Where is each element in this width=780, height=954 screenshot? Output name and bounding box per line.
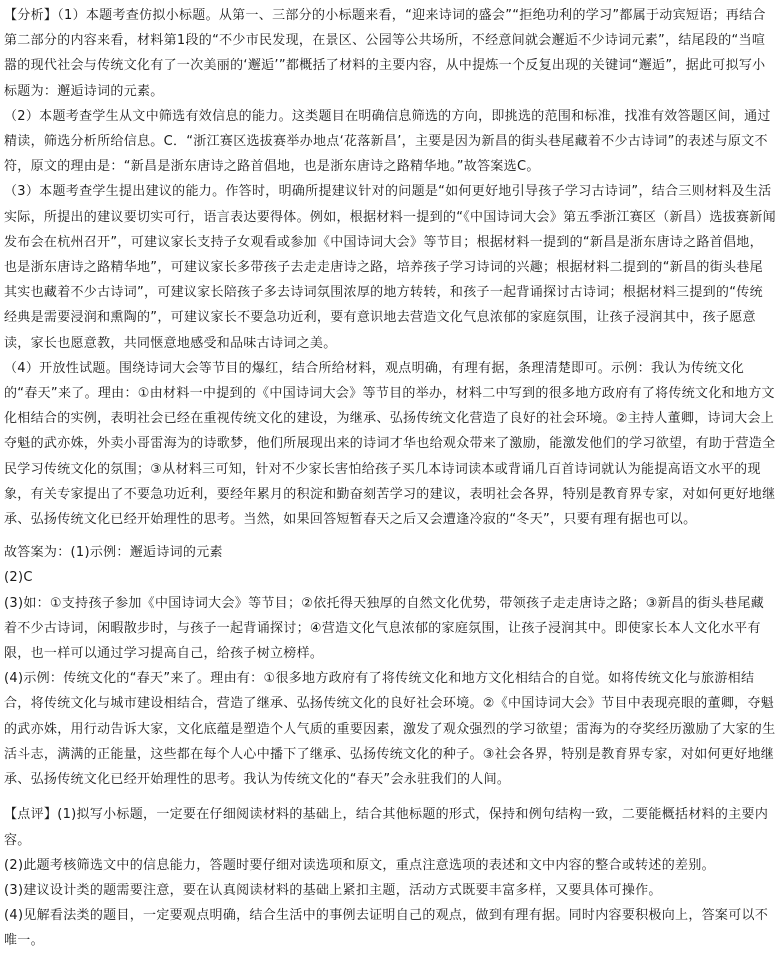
review-item-2: (2)此题考核筛选文中的信息能力，答题时要仔细对读选项和原文，重点注意选项的表述和文中内容的整合或转述的差别。: [4, 857, 715, 873]
analysis-item-2: （2）本题考查学生从文中筛选有效信息的能力。这类题目在明确信息筛选的方向，即挑选的范围和标准，找准有效答题区间，通过精读，筛选分析所给信息。C．“浙江赛区选拔赛举办地点‘花落新昌’，主要是因为新昌的街头巷尾藏着不少古诗词”的表述与原文不符，原文的理由是：“新昌是浙东唐诗之路首倡地，也是浙东唐诗之路精华地。”故答案选C。: [4, 108, 771, 175]
answers-section: [4, 540, 776, 792]
review-item-1: 【点评】(1)拟写小标题，一定要在仔细阅读材料的基础上，结合其他标题的形式，保持和例句结构一致，二要能概括材料的主要内容。: [4, 807, 769, 848]
review-section: [4, 802, 776, 953]
analysis-item-3: （3）本题考查学生提出建议的能力。作答时，明确所提建议针对的问题是“如何更好地引导孩子学习古诗词”，结合三则材料及生活实际，所提出的建议要切实可行，语言表达要得体。例如，根据材料一提到的“《中国诗词大会》第五季浙江赛区（新昌）选拔赛新闻发布会在杭州召开”，可建议家长支持子女观看或参加《中国诗词大会》等节目；根据材料一提到的“新昌是浙东唐诗之路首倡地，也是浙东唐诗之路精华地”，可建议家长多带孩子去走走唐诗之路，培养孩子学习诗词的兴趣；根据材料二提到的“新昌的街头巷尾其实也藏着不少古诗词”，可建议家长陪孩子多去诗词氛围浓厚的地方转转，和孩子一起背诵探讨古诗词；根据材料三提到的“传统经典是需要浸润和熏陶的”，可建议家长不要急功近利，要有意识地去营造文化气息浓郁的家庭氛围，让孩子浸润其中，孩子愿意读，家长也愿意教，共同惬意地感受和品味古诗词之美。: [4, 184, 776, 351]
review-item-4: (4)见解看法类的题目，一定要观点明确，结合生活中的事例去证明自己的观点，做到有理有据。同时内容要积极向上，答案可以不唯一。: [4, 908, 769, 949]
answer-heading: 故答案为：(1)示例：邂逅诗词的元素: [4, 545, 223, 561]
analysis-item-4: （4）开放性试题。围绕诗词大会等节目的爆红，结合所给材料，观点明确，有理有据，条理清楚即可。示例：我认为传统文化的“春天”来了。理由：①由材料一中提到的《中国诗词大会》等节目的举办，材料二中写到的很多地方政府有了将传统文化和地方文化相结合的实例，表明社会已经在重视传统文化的建设，为继承、弘扬传统文化营造了良好的社会环境。②主持人董卿，诗词大会上夺魁的武亦姝，外卖小哥雷海为的诗歌梦，他们所展现出来的诗词才华也给观众带来了激励，能激发他们的学习欲望，有助于营造全民学习传统文化的氛围；③从材料三可知，针对不少家长害怕给孩子买几本诗词读本或背诵几百首诗词就认为能提高语文水平的现象，有关专家提出了不要急功近利，要经年累月的积淀和勤奋刻苦学习的建议，表明社会各界，特别是教育界专家，对如何更好地继承、弘扬传统文化已经开始理性的思考。当然，如果回答短暂春天之后又会遭逢冷寂的“冬天”，只要有理有据也可以。: [4, 360, 776, 528]
analysis-section: [4, 3, 776, 532]
answer-4: (4)示例：传统文化的“春天”来了。理由有：①很多地方政府有了将传统文化和地方文化相结合的自觉。如将传统文化与旅游相结合，将传统文化与城市建设相结合，营造了继承、弘扬传统文化的良好社会环境。②《中国诗词大会》节目中表现亮眼的董卿，夺魁的武亦姝，用行动告诉大家，文化底蕴是塑造个人气质的重要因素，激发了观众强烈的学习欲望；雷海为的夺奖经历激励了大家的生活斗志，满满的正能量，这些都在每个人心中播下了继承、弘扬传统文化的种子。③社会各界，特别是教育界专家，对如何更好地继承、弘扬传统文化已经开始理性的思考。我认为传统文化的“春天”会永驻我们的人间。: [4, 671, 776, 788]
analysis-item-1: 【分析】（1）本题考查仿拟小标题。从第一、三部分的小标题来看，“迎来诗词的盛会”“拒绝功利的学习”都属于动宾短语；再结合第二部分的内容来看，材料第1段的“不少市民发现，在景区、公园等公共场所，不经意间就会邂逅不少诗词元素”，结尾段的“当喧嚣的现代社会与传统文化有了一次美丽的‘邂逅’”都概括了材料的主要内容，从中提炼一个反复出现的关键词“邂逅”，据此可拟写小标题为：邂逅诗词的元素。: [4, 8, 766, 99]
review-item-3: (3)建议设计类的题需要注意，要在认真阅读材料的基础上紧扣主题，活动方式既要丰富多样，又要具体可操作。: [4, 882, 662, 898]
answer-2: (2)C: [4, 570, 33, 586]
answer-3: (3)如：①支持孩子参加《中国诗词大会》等节目；②依托得天独厚的自然文化优势，带领孩子走走唐诗之路；③新昌的街头巷尾藏着不少古诗词，闲暇散步时，与孩子一起背诵探讨；④营造文化气息浓郁的家庭氛围，让孩子浸润其中。即使家长本人文化水平有限，也一样可以通过学习提高自己，给孩子树立榜样。: [4, 595, 765, 662]
